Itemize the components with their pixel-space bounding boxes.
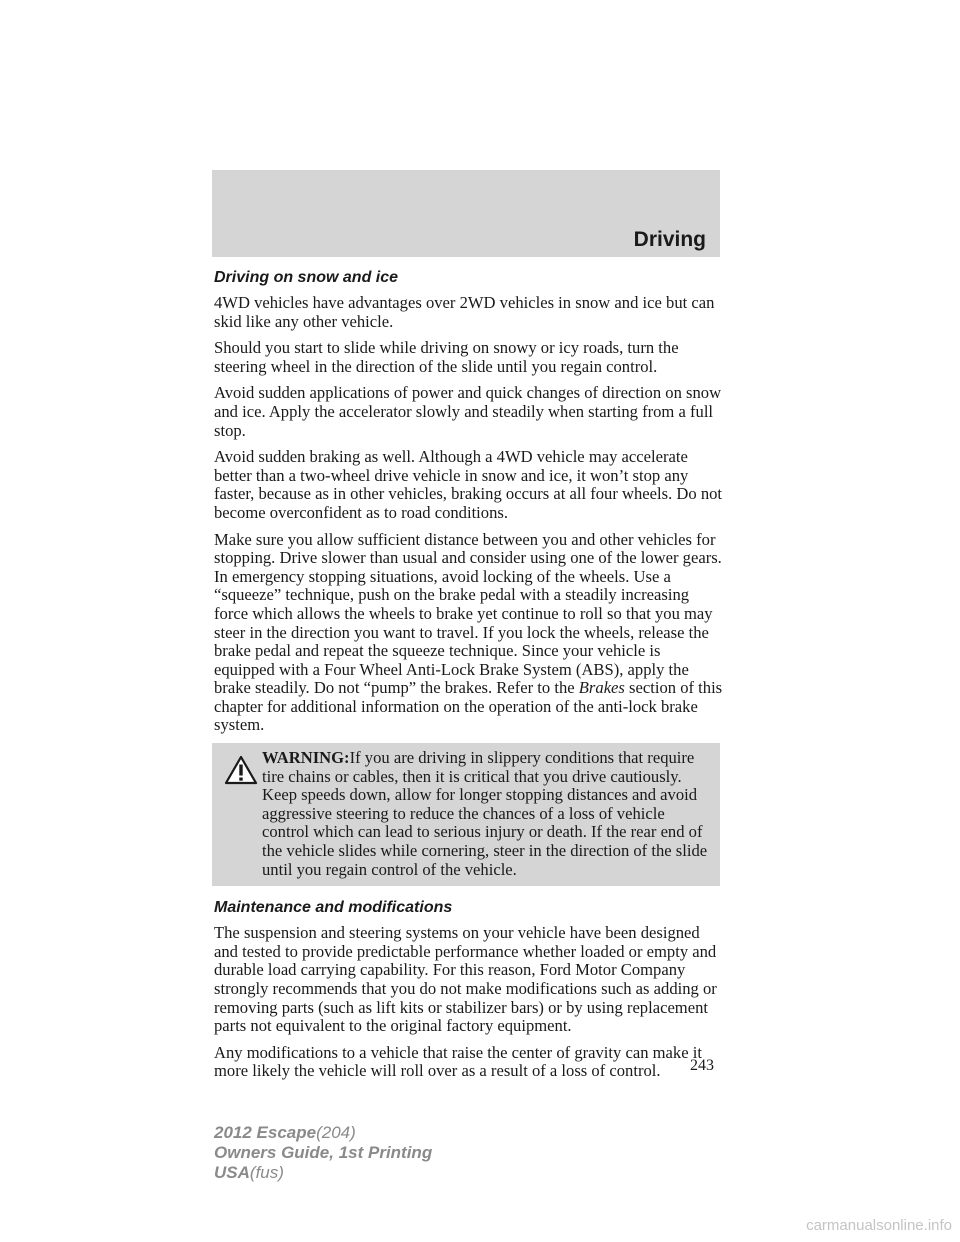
warning-content xyxy=(218,749,712,879)
paragraph-avoid-power: Avoid sudden applications of power and quick changes of direction on snow and ice. Apply the accelerator slowly and steadily when starting from a full stop. xyxy=(214,383,722,440)
brakes-reference: Brakes xyxy=(578,678,625,698)
warning-text: If you are driving in slippery conditions that require tire chains or cables, then it is critical that you drive cautiously. Keep speeds down, allow for longer stopping distances and avoid aggressive steering to reduce the chances of a loss of vehicle control which can lead to serious injury or death. If the rear end of the vehicle slides while cornering, steer in the direction of the slide until you regain control of the vehicle. xyxy=(262,748,708,879)
page-content xyxy=(214,268,724,1089)
footer-model: 2012 Escape xyxy=(214,1123,317,1142)
footer-region: USA xyxy=(214,1163,250,1182)
footer-model-line xyxy=(214,1123,432,1143)
warning-box xyxy=(212,743,720,886)
section-title: Driving xyxy=(633,228,706,251)
footer-region-code: (fus) xyxy=(249,1163,284,1182)
paragraph-stopping-distance xyxy=(214,531,724,736)
section-header-band xyxy=(212,170,720,257)
paragraph-suspension: The suspension and steering systems on your vehicle have been designed and tested to provide predictable performance whether loaded or empty and durable load carrying capability. For this reason, Ford Motor Company strongly recommends that you do not make modifications such as adding or removing parts (such as lift kits or stabilizer bars) or by using replacement parts not equivalent to the original factory equipment. xyxy=(214,923,717,1036)
paragraph-stopping-text: Make sure you allow sufficient distance between you and other vehicles for stopping. Drive slower than usual and consider using one of the lower gears. In emergency stopping situations, avoid locking of the wheels. Use a “squeeze” technique, push on the brake pedal with a steadily increasing force which allows the wheels to brake yet continue to roll so that you may steer in the direction you want to travel. If you lock the wheels, release the brake pedal and repeat the squeeze technique. Since your vehicle is equipped with a Four Wheel Anti-Lock Brake System (ABS), apply the brake steadily. Do not “pump” the brakes. Refer to the xyxy=(214,529,722,698)
warning-triangle-icon xyxy=(224,755,258,785)
footer-region-line xyxy=(214,1163,432,1183)
footer-model-code: (204) xyxy=(316,1123,356,1142)
warning-label: WARNING: xyxy=(262,748,350,768)
heading-maintenance: Maintenance and modifications xyxy=(214,899,453,917)
page-number: 243 xyxy=(690,1057,714,1074)
paragraph-stopping-text-end: section of this chapter for additional information on the operation of the anti-lock brake system. xyxy=(214,678,723,735)
document-footer xyxy=(214,1123,432,1183)
watermark-link[interactable]: carmanualsonline.info xyxy=(806,1217,952,1234)
paragraph-slide: Should you start to slide while driving on snowy or icy roads, turn the steering wheel in the direction of the slide until you regain control. xyxy=(214,338,679,376)
paragraph-avoid-braking: Avoid sudden braking as well. Although a 4WD vehicle may accelerate better than a two-wheel drive vehicle in snow and ice, it won’t stop any faster, because as in other vehicles, braking occurs at all four wheels. Do not become overconfident as to road conditions. xyxy=(214,447,723,522)
heading-snow-ice: Driving on snow and ice xyxy=(214,269,399,286)
paragraph-center-of-gravity: Any modifications to a vehicle that raise the center of gravity can make it more likely the vehicle will roll over as a result of a loss of control. xyxy=(214,1042,702,1081)
paragraph-4wd-advantages: 4WD vehicles have advantages over 2WD vehicles in snow and ice but can skid like any other vehicle. xyxy=(214,293,715,331)
footer-guide: Owners Guide, 1st Printing xyxy=(214,1143,433,1162)
